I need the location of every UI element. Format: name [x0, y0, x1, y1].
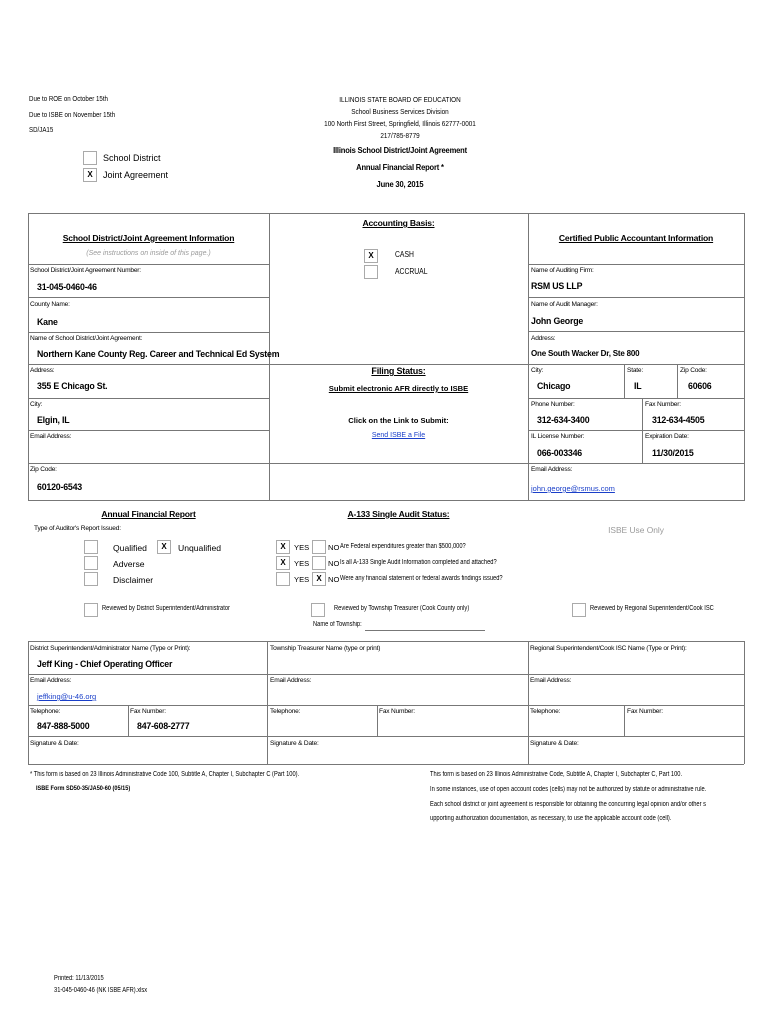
adverse-label: Adverse: [113, 559, 145, 569]
township-email-label: Email Address:: [270, 677, 312, 684]
form-code-text: SD/JA15: [29, 125, 54, 134]
school-district-label: School District: [103, 153, 161, 163]
accounting-basis-heading: Accounting Basis:: [362, 218, 435, 228]
accrual-label: ACCRUAL: [395, 267, 428, 276]
isbe-use-only: ISBE Use Only: [608, 525, 664, 535]
regional-email-label: Email Address:: [530, 677, 572, 684]
row-line: [28, 264, 269, 265]
row-line: [28, 364, 528, 365]
qualified-checkbox[interactable]: [84, 540, 98, 554]
a133-row3-yes-checkbox[interactable]: [276, 572, 290, 586]
agency-address: 100 North First Street, Springfield, Illinois 62777-0001: [324, 119, 476, 128]
agency-phone: 217/785-8779: [380, 131, 420, 140]
expiration-value[interactable]: 11/30/2015: [652, 448, 694, 458]
sig-left-border: [28, 641, 29, 764]
row-line: [28, 430, 269, 431]
footer-note-right-2: In some instances, use of open account codes (cells) may not be authorized by statute or administrative rule.: [430, 786, 707, 793]
row-line: [528, 398, 744, 399]
county-label: County Name:: [30, 301, 70, 308]
row-line: [528, 297, 744, 298]
form-title-1: Illinois School District/Joint Agreement: [333, 145, 467, 155]
township-fax-label: Fax Number:: [379, 708, 415, 715]
a133-row2-yes-checkbox[interactable]: X: [276, 556, 290, 570]
click-link-label: Click on the Link to Submit:: [348, 416, 449, 425]
footer-note-left: * This form is based on 23 Illinois Administrative Code 100, Subtitle A, Chapter I, Subchapter C (Part 100).: [30, 771, 300, 778]
district-admin-fax-value[interactable]: 847-608-2777: [137, 721, 190, 731]
sig-col-divider: [267, 641, 268, 764]
district-review-checkbox[interactable]: [84, 603, 98, 617]
sig-row-line: [28, 736, 744, 737]
row-line: [28, 463, 744, 464]
township-name-label: Name of Township:: [313, 621, 362, 628]
row-line: [28, 500, 744, 501]
cpa-state-label: State:: [627, 367, 644, 374]
regional-sig-label: Signature & Date:: [530, 740, 579, 747]
row-line: [528, 331, 744, 332]
qualified-label: Qualified: [113, 543, 147, 553]
expiration-label: Expiration Date:: [645, 433, 689, 440]
cpa-email-link[interactable]: john.george@rsmus.com: [531, 484, 615, 493]
a133-row1-question: Are Federal expenditures greater than $500,000?: [340, 543, 466, 550]
sig-col-divider: [528, 641, 529, 764]
district-address-value[interactable]: 355 E Chicago St.: [37, 381, 108, 391]
sig-bottom-border: [28, 764, 744, 765]
license-label: IL License Number:: [531, 433, 585, 440]
cpa-email-label: Email Address:: [531, 466, 573, 473]
cell-divider: [642, 398, 643, 463]
district-name-label: Name of School District/Joint Agreement:: [30, 335, 143, 342]
district-admin-email-link[interactable]: jeffking@u-46.org: [37, 692, 97, 701]
form-title-3: June 30, 2015: [376, 179, 424, 189]
cpa-address-label: Address:: [531, 335, 556, 342]
district-review-label: Reviewed by District Superintendent/Administrator: [102, 605, 230, 612]
top-border: [28, 213, 744, 214]
firm-value[interactable]: RSM US LLP: [531, 281, 583, 291]
district-number-value[interactable]: 31-045-0460-46: [37, 282, 97, 292]
district-zip-value[interactable]: 60120-6543: [37, 482, 82, 492]
district-city-label: City:: [30, 401, 43, 408]
district-info-heading: School District/Joint Agreement Information: [62, 233, 235, 243]
send-isbe-file-link[interactable]: Send ISBE a File: [371, 432, 426, 439]
report-type-label: Type of Auditor's Report Issued:: [34, 525, 121, 532]
adverse-checkbox[interactable]: [84, 556, 98, 570]
a133-row1-no: NO: [328, 543, 340, 552]
form-title-2: Annual Financial Report *: [356, 162, 444, 172]
township-name-line[interactable]: [365, 630, 485, 631]
cell-divider: [624, 364, 625, 398]
cpa-phone-label: Phone Number:: [531, 401, 575, 408]
regional-review-label: Reviewed by Regional Superintendent/Cook ISC: [590, 605, 714, 612]
district-name-value[interactable]: Northern Kane County Reg. Career and Technical Ed System: [37, 349, 280, 359]
division-name: School Business Services Division: [351, 107, 449, 116]
cash-checkbox[interactable]: X: [364, 249, 378, 263]
firm-label: Name of Auditing Firm:: [531, 267, 594, 274]
due-roe-text: Due to ROE on October 15th: [29, 94, 108, 103]
district-number-label: School District/Joint Agreement Number:: [30, 267, 141, 274]
district-info-subnote: (See instructions on inside of this page.): [86, 250, 211, 257]
header-center: [280, 94, 520, 193]
row-line: [28, 297, 269, 298]
district-email-label: Email Address:: [30, 433, 72, 440]
filing-instruction: Submit electronic AFR directly to ISBE: [328, 384, 469, 393]
cpa-zip-label: Zip Code:: [680, 367, 707, 374]
sig-row-line: [28, 705, 744, 706]
regional-phone-label: Telephone:: [530, 708, 561, 715]
township-review-label: Reviewed by Township Treasurer (Cook County only): [334, 605, 470, 612]
disclaimer-label: Disclaimer: [113, 575, 154, 585]
sig-row-line: [28, 674, 744, 675]
a133-row2-question: Is all A-133 Single Audit Information completed and attached?: [340, 559, 497, 566]
footer-note-right-3: Each school district or joint agreement is responsible for obtaining the concurring legal opinion and/or other s: [430, 801, 707, 808]
row-line: [28, 398, 269, 399]
cpa-city-label: City:: [531, 367, 544, 374]
a133-row2-no: NO: [328, 559, 340, 568]
row-line: [528, 430, 744, 431]
district-admin-phone-value[interactable]: 847-888-5000: [37, 721, 90, 731]
district-address-label: Address:: [30, 367, 55, 374]
row-line: [528, 264, 744, 265]
county-value[interactable]: Kane: [37, 317, 58, 327]
a133-row3-yes: YES: [294, 575, 310, 584]
regional-fax-label: Fax Number:: [627, 708, 663, 715]
footer-note-right-4: upporting authorization documentation, as necessary, to use the applicable account code (cell).: [430, 815, 672, 822]
right-border: [744, 213, 745, 501]
township-review-checkbox[interactable]: [311, 603, 325, 617]
cpa-zip-value[interactable]: 60606: [688, 381, 712, 391]
township-sig-label: Signature & Date:: [270, 740, 319, 747]
footer-note-right-1: This form is based on 23 Illinois Administrative Code, Subtitle A, Chapter I, Subchapter C, Part 100.: [430, 771, 683, 778]
unqualified-checkbox[interactable]: X: [157, 540, 171, 554]
district-city-value[interactable]: Elgin, IL: [37, 415, 70, 425]
regional-name-label: Regional Superintendent/Cook ISC Name (Type or Print):: [530, 645, 687, 652]
district-zip-label: Zip Code:: [30, 466, 57, 473]
unqualified-label: Unqualified: [178, 543, 221, 553]
manager-value[interactable]: John George: [531, 316, 584, 326]
township-phone-label: Telephone:: [270, 708, 301, 715]
sig-cell-divider: [128, 705, 129, 736]
cpa-heading: Certified Public Accountant Information: [558, 233, 714, 243]
joint-agreement-checkbox[interactable]: X: [83, 168, 97, 182]
cpa-state-value[interactable]: IL: [634, 381, 642, 391]
a133-heading: A-133 Single Audit Status:: [347, 509, 450, 519]
school-district-checkbox[interactable]: [83, 151, 97, 165]
cpa-fax-value[interactable]: 312-634-4505: [652, 415, 705, 425]
row-line: [28, 332, 269, 333]
joint-agreement-label: Joint Agreement: [103, 170, 169, 180]
cpa-fax-label: Fax Number:: [645, 401, 681, 408]
district-admin-name-label: District Superintendent/Administrator Name (Type or Print):: [30, 645, 191, 652]
a133-row2-no-checkbox[interactable]: [312, 556, 326, 570]
a133-row1-no-checkbox[interactable]: [312, 540, 326, 554]
disclaimer-checkbox[interactable]: [84, 572, 98, 586]
printed-date: Printed: 11/13/2015: [54, 975, 104, 982]
district-admin-email-label: Email Address:: [30, 677, 72, 684]
accrual-checkbox[interactable]: [364, 265, 378, 279]
row-line: [528, 364, 744, 365]
file-name: 31-045-0460-46 (NK ISBE AFR).xlsx: [54, 987, 148, 994]
a133-row1-yes: YES: [294, 543, 310, 552]
a133-row1-yes-checkbox[interactable]: X: [276, 540, 290, 554]
sig-right-border: [744, 641, 745, 764]
district-admin-phone-label: Telephone:: [30, 708, 61, 715]
manager-label: Name of Audit Manager:: [531, 301, 598, 308]
cpa-address-value[interactable]: One South Wacker Dr, Ste 800: [531, 349, 640, 358]
cash-label: CASH: [395, 250, 414, 259]
a133-row3-no: NO: [328, 575, 340, 584]
form-id: ISBE Form SD50-35/JA50-60 (05/15): [36, 785, 131, 792]
district-admin-fax-label: Fax Number:: [130, 708, 166, 715]
cpa-city-value[interactable]: Chicago: [537, 381, 571, 391]
township-treasurer-name-label: Township Treasurer Name (type or print): [270, 645, 381, 652]
district-admin-name-value[interactable]: Jeff King - Chief Operating Officer: [37, 659, 173, 669]
col-divider-2: [528, 213, 529, 501]
agency-name: ILLINOIS STATE BOARD OF EDUCATION: [339, 95, 461, 104]
regional-review-checkbox[interactable]: [572, 603, 586, 617]
annual-report-heading: Annual Financial Report: [101, 509, 196, 519]
a133-row2-yes: YES: [294, 559, 310, 568]
due-isbe-text: Due to ISBE on November 15th: [29, 110, 116, 119]
district-sig-label: Signature & Date:: [30, 740, 79, 747]
sig-cell-divider: [377, 705, 378, 736]
license-value[interactable]: 066-003346: [537, 448, 582, 458]
sig-top-border: [28, 641, 744, 642]
a133-row3-no-checkbox[interactable]: X: [312, 572, 326, 586]
sig-cell-divider: [624, 705, 625, 736]
cpa-phone-value[interactable]: 312-634-3400: [537, 415, 590, 425]
filing-status-heading: Filing Status:: [371, 366, 426, 376]
a133-row3-question: Were any financial statement or federal awards findings issued?: [340, 575, 503, 582]
cell-divider: [677, 364, 678, 398]
